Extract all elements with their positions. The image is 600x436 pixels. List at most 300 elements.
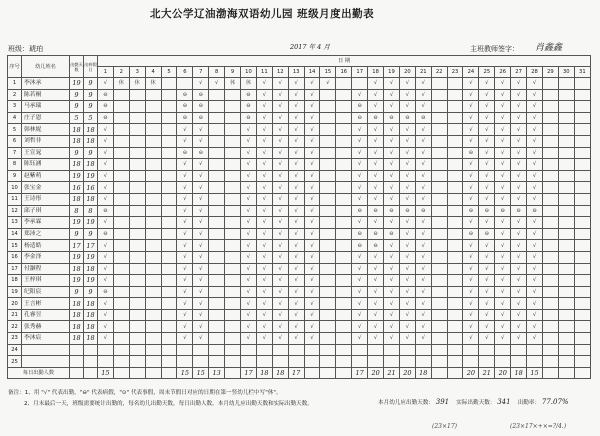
- attendance-mark: [209, 228, 225, 240]
- student-name-cell: [22, 344, 70, 356]
- attendance-mark: √: [304, 205, 320, 217]
- table-row: [8, 286, 591, 298]
- attendance-mark: [368, 356, 384, 368]
- attendance-mark: √: [352, 309, 368, 321]
- attendance-mark: ⊖: [98, 286, 114, 298]
- attendance-mark: √: [256, 275, 272, 287]
- attendance-mark: √: [384, 182, 400, 194]
- attendance-mark: [161, 321, 177, 333]
- attendance-mark: √: [511, 135, 527, 147]
- attendance-mark: [129, 286, 145, 298]
- attendance-mark: √: [177, 298, 193, 310]
- attendance-mark: √: [272, 309, 288, 321]
- attendance-mark: [352, 344, 368, 356]
- sheet-title: 北大公学辽油渤海双语幼儿园 班级月度出勤表: [150, 8, 375, 20]
- attendance-mark: √: [256, 298, 272, 310]
- attendance-mark: √: [272, 251, 288, 263]
- attendance-mark: √: [288, 112, 304, 124]
- attendance-mark: [447, 356, 463, 368]
- attendance-mark: [415, 344, 431, 356]
- attendance-mark: ⊖: [177, 101, 193, 113]
- attendance-mark: √: [288, 240, 304, 252]
- attendance-mark: 休: [225, 78, 241, 90]
- sick-days-cell: 18: [84, 263, 98, 275]
- attendance-mark: √: [304, 78, 320, 90]
- attendance-mark: √: [241, 124, 257, 136]
- daily-total: [320, 367, 336, 379]
- attendance-mark: [209, 251, 225, 263]
- attendance-mark: [574, 78, 590, 90]
- daily-total: 17: [288, 367, 304, 379]
- sick-days-cell: 19: [84, 275, 98, 287]
- attendance-mark: [241, 344, 257, 356]
- attendance-mark: [145, 344, 161, 356]
- attendance-mark: √: [304, 298, 320, 310]
- attendance-mark: [129, 89, 145, 101]
- daily-total: 18: [256, 367, 272, 379]
- student-name-cell: 陈钰涵: [22, 159, 70, 171]
- attendance-mark: [98, 356, 114, 368]
- attendance-mark: [320, 182, 336, 194]
- attendance-mark: √: [511, 321, 527, 333]
- attendance-mark: √: [352, 263, 368, 275]
- attendance-mark: √: [527, 112, 543, 124]
- attendance-mark: √: [98, 217, 114, 229]
- attendance-mark: [209, 182, 225, 194]
- attendance-mark: √: [304, 263, 320, 275]
- attendance-mark: √: [304, 193, 320, 205]
- attendance-mark: √: [241, 286, 257, 298]
- attendance-mark: √: [527, 135, 543, 147]
- attendance-mark: [145, 321, 161, 333]
- attendance-mark: √: [511, 217, 527, 229]
- attendance-mark: √: [272, 170, 288, 182]
- attendance-mark: √: [399, 333, 415, 345]
- attendance-mark: [463, 356, 479, 368]
- teacher-signature-label: 主班教师签字：: [470, 45, 519, 53]
- attendance-mark: √: [384, 147, 400, 159]
- seq-cell: 11: [8, 193, 22, 205]
- attendance-mark: √: [352, 251, 368, 263]
- attendance-days-cell: 18: [70, 159, 84, 171]
- day-number: 1: [98, 67, 114, 78]
- attendance-mark: [558, 182, 574, 194]
- attendance-mark: √: [368, 135, 384, 147]
- attendance-mark: [113, 321, 129, 333]
- student-name-cell: 邱子琪: [22, 205, 70, 217]
- attendance-mark: √: [527, 182, 543, 194]
- attendance-mark: [209, 240, 225, 252]
- attendance-mark: √: [368, 78, 384, 90]
- attendance-mark: √: [177, 159, 193, 171]
- attendance-days-cell: 18: [70, 309, 84, 321]
- attendance-mark: [447, 135, 463, 147]
- attendance-mark: √: [511, 112, 527, 124]
- date-header: 日 期: [98, 56, 591, 67]
- attendance-mark: √: [272, 321, 288, 333]
- attendance-mark: √: [415, 101, 431, 113]
- attendance-mark: √: [415, 286, 431, 298]
- attendance-mark: [129, 240, 145, 252]
- attendance-mark: √: [399, 251, 415, 263]
- table-row: [8, 112, 591, 124]
- attendance-mark: √: [241, 240, 257, 252]
- daily-total: 15: [527, 367, 543, 379]
- attendance-mark: [542, 333, 558, 345]
- attendance-mark: [225, 124, 241, 136]
- attendance-mark: √: [272, 228, 288, 240]
- attendance-mark: [320, 124, 336, 136]
- table-row: [8, 321, 591, 333]
- attendance-mark: [431, 344, 447, 356]
- day-number: 19: [384, 67, 400, 78]
- attendance-mark: √: [527, 263, 543, 275]
- attendance-mark: √: [399, 309, 415, 321]
- attendance-mark: √: [288, 170, 304, 182]
- attendance-mark: [431, 205, 447, 217]
- attendance-mark: √: [527, 78, 543, 90]
- attendance-mark: √: [288, 193, 304, 205]
- attendance-mark: ⊖: [352, 101, 368, 113]
- attendance-mark: √: [177, 251, 193, 263]
- attendance-mark: ⊖: [241, 89, 257, 101]
- attendance-mark: √: [352, 321, 368, 333]
- attendance-days-cell: 17: [70, 240, 84, 252]
- attendance-mark: [542, 240, 558, 252]
- attendance-mark: √: [368, 89, 384, 101]
- attendance-mark: [336, 182, 352, 194]
- attendance-mark: √: [256, 124, 272, 136]
- attendance-mark: [225, 112, 241, 124]
- attendance-mark: [225, 344, 241, 356]
- sick-days-cell: 9: [84, 228, 98, 240]
- attendance-mark: [558, 228, 574, 240]
- attendance-days-cell: 8: [70, 205, 84, 217]
- attendance-mark: [574, 321, 590, 333]
- attendance-mark: √: [415, 147, 431, 159]
- attendance-mark: [145, 101, 161, 113]
- attendance-mark: √: [399, 193, 415, 205]
- attendance-mark: [145, 159, 161, 171]
- day-number: 26: [495, 67, 511, 78]
- daily-total: 20: [368, 367, 384, 379]
- attendance-mark: [113, 147, 129, 159]
- attendance-mark: [113, 344, 129, 356]
- attendance-mark: [574, 205, 590, 217]
- attendance-mark: √: [193, 240, 209, 252]
- day-number: 30: [558, 67, 574, 78]
- attendance-mark: √: [368, 251, 384, 263]
- month-handwritten: 2017 年 4 月: [290, 43, 330, 51]
- attendance-mark: √: [352, 275, 368, 287]
- attendance-mark: √: [241, 170, 257, 182]
- attendance-mark: [145, 333, 161, 345]
- attendance-mark: [209, 321, 225, 333]
- attendance-days-cell: 9: [70, 101, 84, 113]
- teacher-signature: 肖鑫鑫: [535, 43, 563, 53]
- attendance-mark: [558, 356, 574, 368]
- attendance-mark: [574, 193, 590, 205]
- attendance-mark: √: [256, 205, 272, 217]
- day-number: 29: [542, 67, 558, 78]
- attendance-mark: [225, 135, 241, 147]
- attendance-mark: [558, 159, 574, 171]
- student-name-cell: [22, 356, 70, 368]
- attendance-mark: √: [384, 263, 400, 275]
- attendance-mark: √: [495, 159, 511, 171]
- attendance-mark: [209, 193, 225, 205]
- attendance-mark: √: [288, 78, 304, 90]
- attendance-days-cell: 18: [70, 124, 84, 136]
- day-number: 14: [304, 67, 320, 78]
- attendance-mark: [225, 251, 241, 263]
- attendance-mark: √: [288, 275, 304, 287]
- attendance-mark: √: [241, 193, 257, 205]
- attendance-mark: √: [98, 298, 114, 310]
- attendance-mark: √: [495, 251, 511, 263]
- daily-total: [225, 367, 241, 379]
- attendance-mark: [320, 275, 336, 287]
- attendance-mark: [574, 309, 590, 321]
- attendance-mark: [161, 89, 177, 101]
- student-name-cell: 张秀赫: [22, 321, 70, 333]
- attendance-mark: √: [463, 298, 479, 310]
- attendance-mark: [336, 159, 352, 171]
- attendance-mark: [352, 78, 368, 90]
- attendance-mark: √: [511, 333, 527, 345]
- attendance-mark: [542, 298, 558, 310]
- attendance-mark: √: [399, 240, 415, 252]
- attendance-mark: √: [384, 101, 400, 113]
- attendance-mark: [225, 147, 241, 159]
- attendance-mark: [129, 135, 145, 147]
- attendance-mark: √: [463, 263, 479, 275]
- attendance-mark: √: [368, 321, 384, 333]
- attendance-mark: √: [399, 78, 415, 90]
- attendance-table: [7, 55, 591, 379]
- attendance-mark: √: [415, 309, 431, 321]
- attendance-mark: √: [193, 275, 209, 287]
- attendance-mark: √: [479, 112, 495, 124]
- table-row: [8, 333, 591, 345]
- student-rows: [8, 78, 591, 379]
- seq-cell: 6: [8, 135, 22, 147]
- attendance-mark: √: [288, 309, 304, 321]
- attendance-days-cell: 19: [70, 170, 84, 182]
- attendance-mark: √: [495, 170, 511, 182]
- attendance-mark: √: [177, 240, 193, 252]
- attendance-mark: √: [384, 135, 400, 147]
- attendance-mark: [574, 333, 590, 345]
- attendance-mark: [447, 159, 463, 171]
- attendance-mark: √: [352, 159, 368, 171]
- attendance-mark: [558, 205, 574, 217]
- attendance-mark: √: [463, 333, 479, 345]
- attendance-mark: √: [384, 321, 400, 333]
- attendance-mark: √: [241, 159, 257, 171]
- attendance-mark: [574, 159, 590, 171]
- attendance-mark: [209, 275, 225, 287]
- sick-days-cell: 18: [84, 333, 98, 345]
- attendance-mark: √: [241, 333, 257, 345]
- attendance-mark: √: [193, 124, 209, 136]
- daily-total: [431, 367, 447, 379]
- attendance-mark: √: [193, 78, 209, 90]
- attendance-mark: √: [98, 78, 114, 90]
- attendance-mark: [336, 124, 352, 136]
- attendance-mark: 休: [129, 78, 145, 90]
- attendance-mark: [558, 263, 574, 275]
- attendance-mark: √: [527, 159, 543, 171]
- attendance-mark: [542, 217, 558, 229]
- attendance-mark: [113, 251, 129, 263]
- attendance-mark: √: [288, 147, 304, 159]
- attendance-mark: √: [495, 112, 511, 124]
- attendance-mark: √: [511, 251, 527, 263]
- attendance-mark: [320, 251, 336, 263]
- attendance-mark: √: [241, 263, 257, 275]
- attendance-mark: √: [288, 321, 304, 333]
- attendance-mark: [431, 240, 447, 252]
- attendance-mark: √: [193, 286, 209, 298]
- seq-cell: 14: [8, 228, 22, 240]
- attendance-mark: [336, 321, 352, 333]
- attendance-mark: √: [193, 321, 209, 333]
- attendance-mark: √: [304, 217, 320, 229]
- attendance-mark: √: [368, 333, 384, 345]
- attendance-mark: √: [463, 240, 479, 252]
- attendance-mark: √: [193, 263, 209, 275]
- attendance-mark: [574, 228, 590, 240]
- attendance-mark: [145, 182, 161, 194]
- attendance-mark: √: [98, 147, 114, 159]
- attendance-mark: ⊖: [384, 205, 400, 217]
- attendance-mark: [558, 170, 574, 182]
- attendance-mark: √: [304, 101, 320, 113]
- attendance-mark: [225, 205, 241, 217]
- attendance-mark: √: [272, 275, 288, 287]
- attendance-mark: [129, 309, 145, 321]
- attendance-mark: [129, 124, 145, 136]
- student-name-cell: 付灏程: [22, 263, 70, 275]
- seq-header: 序号: [8, 56, 22, 78]
- attendance-mark: [129, 356, 145, 368]
- attendance-mark: [336, 275, 352, 287]
- attendance-mark: √: [256, 286, 272, 298]
- attendance-mark: 休: [113, 78, 129, 90]
- attendance-mark: [558, 101, 574, 113]
- attendance-days-cell: 18: [70, 135, 84, 147]
- attendance-mark: √: [288, 205, 304, 217]
- attendance-mark: [574, 147, 590, 159]
- attendance-mark: [399, 356, 415, 368]
- attendance-mark: [336, 112, 352, 124]
- attendance-mark: [336, 251, 352, 263]
- day-number: 2: [113, 67, 129, 78]
- seq-cell: 1: [8, 78, 22, 90]
- attendance-mark: [558, 275, 574, 287]
- attendance-mark: √: [384, 124, 400, 136]
- daily-total: 17: [241, 367, 257, 379]
- sick-days-cell: 19: [84, 170, 98, 182]
- attendance-mark: √: [177, 205, 193, 217]
- attendance-mark: √: [495, 298, 511, 310]
- attendance-mark: [161, 286, 177, 298]
- seq-cell: 16: [8, 251, 22, 263]
- attendance-mark: [542, 124, 558, 136]
- attendance-mark: ⊖: [415, 205, 431, 217]
- daily-total: [161, 367, 177, 379]
- attendance-mark: [161, 182, 177, 194]
- attendance-mark: √: [415, 135, 431, 147]
- attendance-mark: [145, 251, 161, 263]
- attendance-mark: √: [304, 89, 320, 101]
- sick-days-cell: 18: [84, 159, 98, 171]
- attendance-days-cell: 18: [70, 321, 84, 333]
- attendance-mark: ⊖: [193, 112, 209, 124]
- attendance-mark: √: [511, 170, 527, 182]
- attendance-mark: √: [415, 333, 431, 345]
- attendance-mark: [447, 344, 463, 356]
- attendance-mark: [574, 170, 590, 182]
- attendance-mark: √: [304, 251, 320, 263]
- attendance-mark: [431, 193, 447, 205]
- attendance-mark: [558, 344, 574, 356]
- day-number: 11: [256, 67, 272, 78]
- attendance-mark: [320, 286, 336, 298]
- attendance-mark: √: [479, 309, 495, 321]
- attendance-mark: √: [399, 135, 415, 147]
- student-name-cell: 杨适皓: [22, 240, 70, 252]
- attendance-days-cell: [70, 344, 84, 356]
- attendance-mark: √: [495, 263, 511, 275]
- attendance-mark: √: [384, 170, 400, 182]
- attendance-days-cell: 16: [70, 182, 84, 194]
- seq-cell: 20: [8, 298, 22, 310]
- attendance-mark: √: [415, 89, 431, 101]
- student-name-cell: 纪阳宸: [22, 286, 70, 298]
- attendance-mark: [272, 356, 288, 368]
- attendance-mark: [225, 333, 241, 345]
- daily-total: [542, 367, 558, 379]
- attendance-mark: √: [272, 112, 288, 124]
- student-name-cell: 韩林妮: [22, 124, 70, 136]
- attendance-mark: ⊖: [463, 205, 479, 217]
- attendance-mark: [145, 135, 161, 147]
- attendance-mark: [431, 263, 447, 275]
- attendance-mark: √: [463, 251, 479, 263]
- attendance-mark: [320, 101, 336, 113]
- attendance-mark: √: [463, 124, 479, 136]
- attendance-mark: √: [304, 124, 320, 136]
- attendance-mark: √: [511, 275, 527, 287]
- attendance-mark: [542, 275, 558, 287]
- attendance-mark: [574, 298, 590, 310]
- attendance-mark: ⊖: [98, 101, 114, 113]
- attendance-mark: [129, 101, 145, 113]
- daily-total: 13: [209, 367, 225, 379]
- attendance-mark: [193, 344, 209, 356]
- attendance-mark: [161, 170, 177, 182]
- attendance-mark: 休: [145, 78, 161, 90]
- attendance-mark: √: [527, 193, 543, 205]
- attendance-mark: [447, 240, 463, 252]
- attendance-mark: √: [98, 251, 114, 263]
- attendance-mark: [558, 135, 574, 147]
- attendance-mark: √: [511, 228, 527, 240]
- attendance-mark: √: [399, 89, 415, 101]
- attendance-mark: √: [352, 135, 368, 147]
